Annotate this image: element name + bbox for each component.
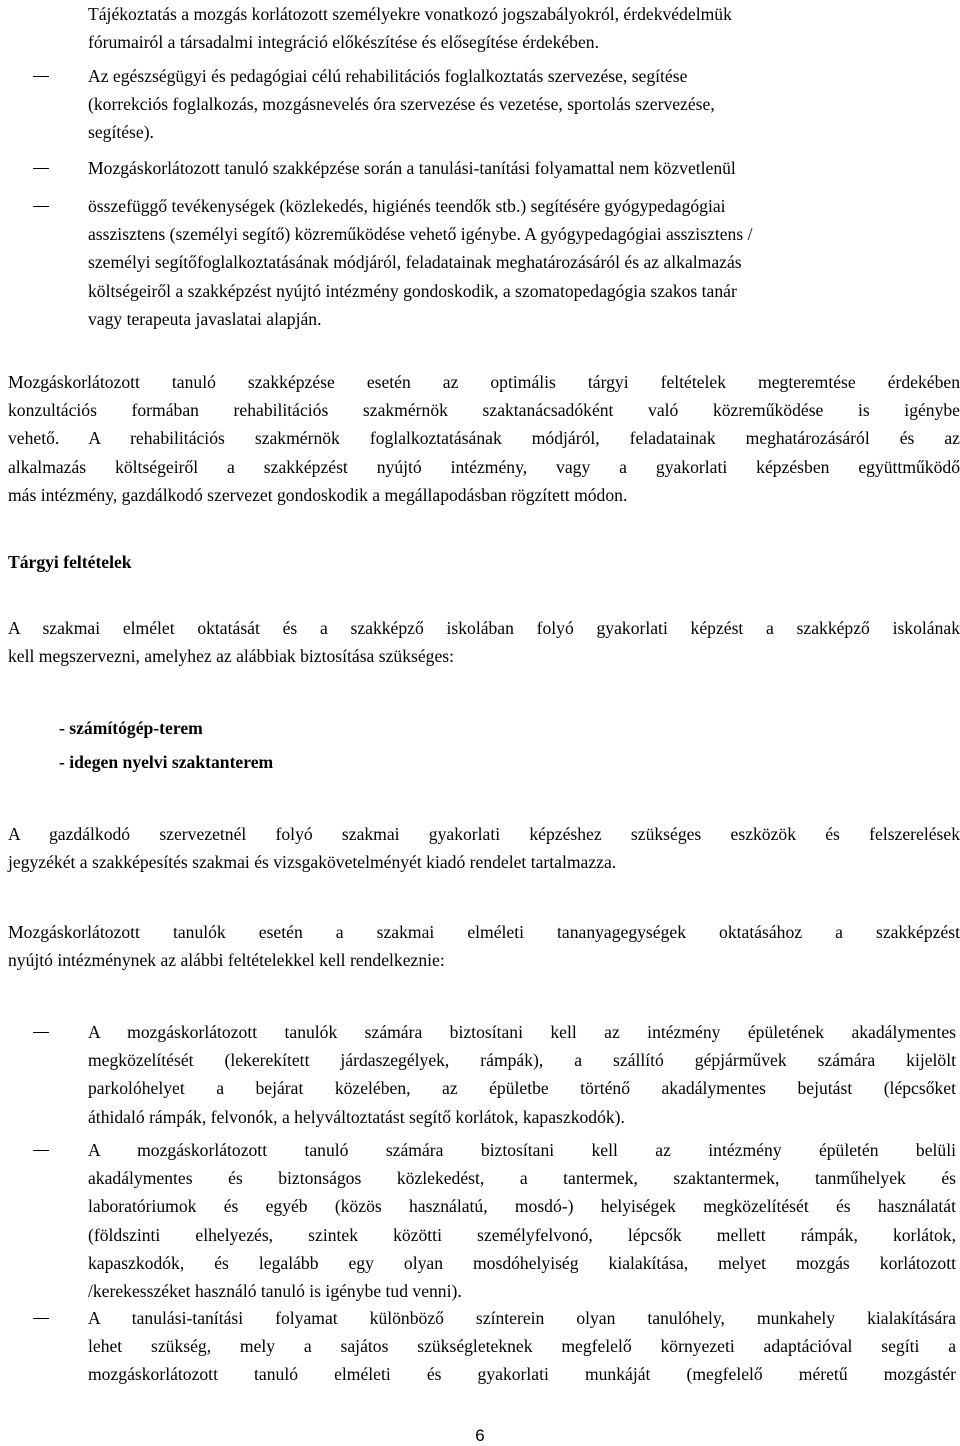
text-line: megközelítését (lekerekített járdaszegélyek, rámpák), a szállító gépjárművek számára kijelölt bbox=[88, 1050, 956, 1071]
text-line: A gazdálkodó szervezetnél folyó szakmai gyakorlati képzéshez szükséges eszközök és felszerelések bbox=[8, 824, 960, 844]
text-line: Mozgáskorlátozott tanuló szakképzése során a tanulási-tanítási folyamattal nem közvetlenül bbox=[88, 158, 736, 178]
list-item-accessible-approach bbox=[88, 1018, 956, 1131]
text-line: alkalmazás költségeiről a szakképzést nyújtó intézmény, vagy a gyakorlati képzésben együttműködő bbox=[8, 456, 960, 477]
text-line: személyi segítőfoglalkoztatásának módjáról, feladatainak meghatározásáról és az alkalmazás bbox=[88, 252, 742, 273]
text-line: asszisztens (személyi segítő) közreműködése vehető igénybe. A gyógypedagógiai asszisztens / bbox=[88, 224, 753, 245]
text-line: költségeiről a szakképzést nyújtó intézmény gondoskodik, a szomatopedagógia szakos tanár bbox=[88, 280, 737, 301]
list-item-internal-access bbox=[88, 1136, 956, 1305]
text-line: (korrekciós foglalkozás, mozgásnevelés óra szervezése és vezetése, sportolás szervezése, bbox=[88, 94, 715, 115]
list-item-workplace bbox=[88, 1304, 956, 1389]
text-line: más intézmény, gazdálkodó szervezet gondoskodik a megállapodásban rögzített módon. bbox=[8, 484, 628, 505]
list-item-continuation bbox=[88, 0, 956, 56]
text-line: A szakmai elmélet oktatását és a szakképző iskolában folyó gyakorlati képzést a szakképző iskolának bbox=[8, 618, 960, 638]
text-line: Mozgáskorlátozott tanuló szakképzése esetén az optimális tárgyi feltételek megteremtése érdekében bbox=[8, 372, 960, 392]
section-heading: Tárgyi feltételek bbox=[8, 552, 132, 572]
text-line: A tanulási-tanítási folyamat különböző színterein olyan tanulóhely, munkahely kialakítására bbox=[88, 1308, 956, 1328]
list-item-rehabilitation bbox=[88, 62, 956, 147]
paragraph-rehab-engineer bbox=[8, 368, 960, 509]
text-line: áthidaló rámpák, felvonók, a helyváltoztatást segítő korlátok, kapaszkodók). bbox=[88, 1106, 625, 1127]
text-line: Mozgáskorlátozott tanulók esetén a szakmai elméleti tananyagegységek oktatásához a szakképzést bbox=[8, 922, 960, 942]
text-line: A mozgáskorlátozott tanuló számára biztosítani kell az intézmény épületén belüli bbox=[88, 1140, 956, 1160]
paragraph-theory-training bbox=[8, 614, 960, 670]
text-line: fórumairól a társadalmi integráció előkészítése és elősegítése érdekében. bbox=[88, 32, 599, 53]
text-line: összefüggő tevékenységek (közlekedés, higiénés teendők stb.) segítésére gyógypedagógiai bbox=[88, 196, 726, 216]
text-line: Tájékoztatás a mozgás korlátozott személyekre vonatkozó jogszabályokról, érdekvédelmük bbox=[88, 4, 732, 24]
text-line: vagy terapeuta javaslatai alapján. bbox=[88, 308, 322, 329]
page-number: 6 bbox=[475, 1426, 485, 1445]
text-line: parkolóhelyet a bejárat közelében, az épületbe történő akadálymentes bejutást (lépcsőket bbox=[88, 1078, 956, 1099]
text-line: segítése). bbox=[88, 122, 154, 143]
list-item-assistant bbox=[88, 192, 956, 333]
text-line: vehető. A rehabilitációs szakmérnök foglalkoztatásának módjáról, feladatainak meghatározásáról és az bbox=[8, 428, 960, 449]
text-line: (földszinti elhelyezés, szintek közötti személyfelvonó, lépcsők mellett rámpák, korlátok, bbox=[88, 1224, 956, 1245]
text-line: akadálymentes és biztonságos közlekedést, a tantermek, szaktantermek, tanműhelyek és bbox=[88, 1168, 956, 1189]
text-line: /kerekesszéket használó tanuló is igénybe tud venni). bbox=[88, 1281, 462, 1302]
text-line: A mozgáskorlátozott tanulók számára biztosítani kell az intézmény épületének akadálymentes bbox=[88, 1022, 956, 1042]
text-line: kell megszervezni, amelyhez az alábbiak biztosítása szükséges: bbox=[8, 646, 455, 667]
text-line: nyújtó intézménynek az alábbi feltételekkel kell rendelkeznie: bbox=[8, 950, 445, 971]
text-line: lehet szükség, mely a sajátos szükségleteknek megfelelő környezeti adaptációval segíti a bbox=[88, 1336, 956, 1357]
text-line: jegyzékét a szakképesítés szakmai és vizsgakövetelményét kiadó rendelet tartalmazza. bbox=[8, 852, 617, 873]
requirement-language-room: - idegen nyelvi szaktanterem bbox=[59, 752, 274, 772]
text-line: laboratóriumok és egyéb (közös használatú, mosdó-) helyiségek megközelítését és használatát bbox=[88, 1196, 956, 1217]
text-line: mozgáskorlátozott tanuló elméleti és gyakorlati munkáját (megfelelő méretű mozgástér bbox=[88, 1364, 956, 1385]
requirement-computer-room: - számítógép-terem bbox=[59, 718, 203, 738]
paragraph-student-conditions bbox=[8, 918, 960, 974]
text-line: konzultációs formában rehabilitációs szakmérnök szaktanácsadóként való közreműködése is igénybe bbox=[8, 400, 960, 421]
paragraph-equipment bbox=[8, 820, 960, 876]
list-item-vocational-training bbox=[88, 154, 956, 182]
text-line: kapaszkodók, és legalább egy olyan mosdóhelyiség kialakítása, melyet mozgás korlátozott bbox=[88, 1252, 956, 1273]
text-line: Az egészségügyi és pedagógiai célú rehabilitációs foglalkoztatás szervezése, segítése bbox=[88, 66, 688, 86]
